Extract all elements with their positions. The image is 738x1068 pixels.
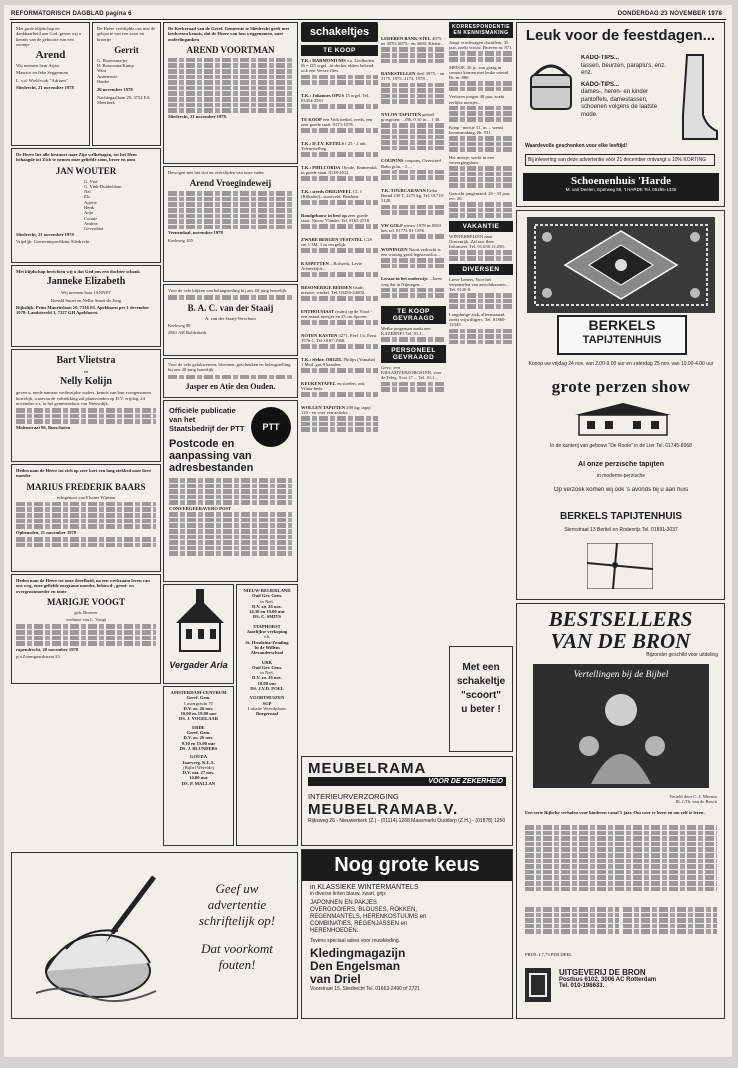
gerrit-date: 20 november 1978 <box>97 87 133 93</box>
ad-title: WONINGEN <box>381 246 408 252</box>
vroeg-text: Bewogen met het slot en overslijden van onze vader <box>168 170 264 175</box>
geef-l1: Geef uw <box>215 881 259 896</box>
ad-text: Gevr.: een KRAAMVERZORGSTER, voor de Teleg. 9 tot 17 ... Tel. 01.1... <box>381 364 442 381</box>
cat-diversen: DIVERSEN <box>449 264 513 275</box>
meubelrama-mid: INTERIEURVERZORGING <box>308 792 399 801</box>
vergaderingen-logo-box <box>163 584 234 684</box>
thanks-den-ouden <box>163 358 298 398</box>
bestsellers-title2: VAN DE BRON <box>550 629 691 653</box>
ad-text: coupons, Oversized Bahn goin, - 2 ... <box>381 158 441 169</box>
schoenenhuis-banner <box>523 173 719 201</box>
ad-title: KASPETTEN <box>301 260 329 266</box>
ad-text: Verloren jongen 48 jaar, zoekt eerlijke meisjes... <box>449 94 505 105</box>
ad-text: CL 1 (Bilknitel)...stootveld. Bradtaar. <box>301 188 363 199</box>
newspaper-page <box>4 5 732 1057</box>
ad-title: Rondgebouw in best op <box>301 212 347 218</box>
ptt-sub3: adresbestanden <box>169 462 254 474</box>
geef-advertentie-ad <box>11 852 298 1019</box>
ad-text: ...Jaren weg dat in Nijmegen... <box>381 276 442 287</box>
ad-title: T.K.: Johannes OPUS <box>301 92 345 98</box>
member: Henk <box>84 205 94 211</box>
bestsellers-title1: BESTSELLERS <box>548 607 693 631</box>
ad-text: Welke jongeman zoekt een KAZERNE? Tel. 01.1... <box>381 325 431 337</box>
member: G. Vink-Dubbeldam <box>84 183 122 189</box>
staaij-place: Kerkweg 88 <box>168 323 191 329</box>
gem-time: v.h. <box>263 634 271 640</box>
gem-org: Jaarverg. K.L.S. <box>182 759 215 765</box>
leuk-item: KADO-TIPS... <box>581 55 620 61</box>
member: G. Visé <box>84 178 98 184</box>
ad-text: 4975, - en 3070; 6975;- en 3680; Kleine... <box>381 36 446 47</box>
voortman-text: De Kerkeraad van de Geref. Gemeente te Sliedrecht geeft met leedwezen kennis, dat de Heere van hen weggenomen, onze ouderlinganken <box>168 26 290 42</box>
schakeltjes-title: schakeltjes <box>301 22 378 42</box>
staaij-names: B. A. C. van der Staaij <box>187 302 274 313</box>
berkels-name2: BERKELS TAPIJTENHUIS <box>559 511 683 522</box>
ad-text: 16rode, Emmendal, in goede staat. 0138-4012. <box>301 164 378 175</box>
gem-org: Oud Ger. Gem. <box>252 593 282 599</box>
ad-title: VW GOLF <box>381 222 403 228</box>
keus-note: Tevens speciaal adres voor rouwkleding. <box>310 938 401 944</box>
meubelrama-title: MEUBELRAMA <box>308 760 427 777</box>
berkels-note: Op verzoek komen wij ook 's avonds bij u aan huis <box>553 487 689 493</box>
gerrit-addr: Nachtegaallaan 29, 3752 EA Meerkerk <box>97 94 150 105</box>
member: Arjette <box>84 199 97 205</box>
leuk-items <box>581 55 675 119</box>
ad-text: 200 kg; tapijt 120 - en voor een antieke... <box>301 404 371 415</box>
publisher-block <box>559 968 719 989</box>
gem-times: 9.30 en 15.00 uur <box>181 740 216 746</box>
ad-title: BANKSTELLEN <box>381 71 416 77</box>
schakeltjes-column-3 <box>449 22 513 637</box>
birth-place: Sliedrecht, 21 november 1978 <box>16 85 74 91</box>
ad-text: Jonge vrachwagen chauffeur, 35 jaar, zoekt vrouw. Brieven nr. 871. <box>449 40 513 51</box>
ad-text: een Volk kerkel, reeds, een zeer goede staat. 0173-1078. <box>301 116 373 127</box>
kleding-ad <box>301 849 513 1019</box>
publisher-tel: Tel. 010-198633. <box>559 983 605 989</box>
member: Andrea <box>84 220 98 226</box>
baars-date: Opheusden, 21 november 1978 <box>16 529 77 535</box>
voogt-place: rapendrecht, 20 november 1978 <box>16 646 79 652</box>
ad-title: KEUKENTAFEL <box>301 380 336 386</box>
gem-who: Burgerzaal <box>256 711 278 717</box>
berkels-building-icon <box>575 401 671 437</box>
gem-time: D.V. zo. 26 nov. <box>183 735 214 741</box>
keus-shop2: Den Engelsman <box>310 959 401 973</box>
children-illustration-icon <box>569 684 673 784</box>
gem-title: URK <box>261 659 273 665</box>
cat-korrespondentie: KORRESPONDENTIE EN KENNISMAKING <box>449 22 513 38</box>
boot-icon <box>677 53 719 141</box>
ad-text: Nooit verkocht is een woning goed legeneuwlos... <box>381 246 441 257</box>
gerrit-family: Hanke <box>97 79 109 85</box>
meubelrama-ad <box>301 756 513 846</box>
birth-name: Arend <box>35 49 66 62</box>
leuk-waard: Waardevolle geschenken voor elke leeftijd! <box>525 143 628 149</box>
gem-addr: in Ned. <box>260 598 274 604</box>
janneke-parents: Ronald Snoei en Nellie Snoei-de Jong <box>50 297 122 303</box>
death-notice-baars <box>11 464 161 572</box>
leuk-item: dames-, heren- en kinder pantoffels, damestassen, schoenen volgens de laatste mode. <box>581 89 658 118</box>
gem-times: St. Hendrina-Zending <box>245 639 289 645</box>
baars-sub: echtgenoot van Elssine Wijman <box>56 494 116 500</box>
ptt-org: CONVERGEERAVERO POST <box>169 505 232 511</box>
berkels-sub: Kooop uw vrijdag 24 nov. van 2.00-9.00 uur en zaterdag 25 nov. van 10.00-4.00 uur <box>528 361 714 367</box>
meubelrama-sub: VOOR DE ZEKERHEID <box>308 777 506 786</box>
geef-l5: fouten! <box>218 957 256 972</box>
gem-who: DS. J. VOGELAAR <box>178 716 219 722</box>
birth-notice-arend <box>11 22 90 146</box>
birth-parents: Maurice en Jeke Seggerman <box>16 70 68 76</box>
death-addr: Vrijelijk: Gemeentepredikant Sliedrecht. <box>16 238 91 244</box>
gem-org: Geref. Gem. <box>186 695 211 701</box>
ad-text: geheel grasgroen: ...f80, 0.10 in ... f 30. <box>381 111 441 123</box>
ptt-publication <box>163 400 298 582</box>
leuk-korting: Bij inlevering van deze advertentie vóór 21 december ontvangt u 10% KORTING <box>525 154 715 166</box>
voogt-sub2: weduwe van L. Voogt <box>65 617 107 623</box>
ad-text: Langdurige ziek, alleenstaand, zoekt vrijwilligers. Tel. 01860-12345. <box>449 311 506 328</box>
death-notice-voogt <box>11 574 161 684</box>
page-header-left: REFORMATORISCH DAGBLAD pagina 6 <box>11 11 132 17</box>
gerrit-text: De Heere verblijdde ons met de geboorte van een zoon en broertje <box>97 26 156 42</box>
voogt-addr: p/a Zoomgaardstraat 33. <box>16 654 61 660</box>
map-icon <box>587 543 653 589</box>
geef-text <box>182 881 292 973</box>
book-title: Vertellingen bij de Bijbel <box>573 670 669 680</box>
publisher-addr: Postbus 6102, 3006 AC Rotterdam <box>559 977 657 983</box>
ad-text: Het meisje, werkt in een verzorgingshuis. <box>449 154 494 165</box>
gem-org: Geref. Gem. <box>186 730 211 736</box>
vergader-logo: Vergader Aria <box>169 660 228 670</box>
thanks-van-der-staaij <box>163 284 298 356</box>
ouden-text: Voor de vele gelukwensen, bloemen, geschenken en belangstelling bij ons 40-jarig huwelijk <box>168 362 291 373</box>
wedding-name2: Nelly Kolijn <box>60 376 112 388</box>
wedding-text: geven u, mede namens wederzijdse ouders, kennis van hun voorgenomen huwelijk, waarvan de voltrekking zal plaatsvinden op D.V. vrijdag, 24 november a.s. in het gemeentehuis van Nieuwdijk. <box>16 390 151 406</box>
ad-title: ZWARE BERGEN TESTSTEL <box>301 236 363 242</box>
ad-title: ENTHOUSIAST <box>301 308 335 314</box>
cat-te-koop: TE KOOP <box>301 45 378 56</box>
ad-title: TE KOOP <box>301 116 322 122</box>
death-place: Sliedrecht, 21 november 1978 <box>16 231 74 237</box>
janneke-name: Janneke Elizabeth <box>46 276 126 288</box>
ad-title: Leraar in het onderwijs <box>381 276 428 282</box>
vroeg-name: Arend Vroegindeweij <box>189 178 272 189</box>
berkels-title2: TAPIJTENHUIS <box>582 334 662 346</box>
wedding-name1: Bart Vlietstra <box>56 355 116 366</box>
gem-time: D.V. ma. 27 nov. <box>182 770 215 776</box>
gem-time: D.V. zo. 26 nov. <box>252 675 282 681</box>
keus-shop3: van Driel <box>310 972 361 986</box>
leuk-feestdagen-ad <box>516 22 725 207</box>
ad-text: WINTERREIZEN naar Oostenrijk. Zal ons fleer. Informeer. Tel. 01.650 11.030. <box>449 233 505 250</box>
berkels-logo-box <box>557 315 687 355</box>
ad-text: Knap - meisje 31, in ... wenst kennismaking. Br. 931. <box>449 124 503 135</box>
promo-l1: Met een <box>462 662 500 673</box>
ad-text: f 25 - 2 inh. Teleurstelling. <box>301 140 367 151</box>
handbag-icon <box>527 53 575 113</box>
ptt-sub2: aanpassing van <box>169 450 252 462</box>
ad-title: T.K.: HARMONIUMS <box>301 58 346 63</box>
birth-note: Wij noemen hem Arjan. <box>16 63 60 69</box>
death-text: De Heere liet alle bestuurt naar Zijn welbehagen, tot het Hem behaagde tot Zich te nemen onze geliefde zoon, broer en oom <box>16 152 137 163</box>
wedding-and: en <box>83 369 89 374</box>
berkels-big: grote perzen show <box>551 377 691 396</box>
death-name: JAN WOUTER <box>55 165 117 176</box>
hand-writing-icon <box>26 863 174 1013</box>
birth-text: Met grote blijdschap en dankbaarheid aan God, geven wij u kennis van de geboorte van een zoontje <box>16 26 82 47</box>
ad-text: Gezocht jongemand, 26 - 33 jaar, evt. 26. <box>449 190 511 201</box>
gem-times: 10.00 uur <box>257 680 277 686</box>
ad-text: 15 orgel. Tel. 03454-2561 <box>301 92 370 103</box>
ad-text: Eriba Bernd 230 T, 2275 kg, Tel. 01710-5128. <box>381 187 445 204</box>
geef-l3: schriftelijk op! <box>198 913 276 928</box>
wedding-notice <box>11 349 161 462</box>
janneke-text: Met blijdschap berichten wij u dat God ons een dochter schonk <box>16 269 140 274</box>
leuk-shop: Schoenenhuis 'Harde <box>571 175 671 187</box>
book-list-right <box>623 906 717 935</box>
gem-who: DS. J.V.D. POEL <box>250 686 284 692</box>
geef-l4: Dat voorkomt <box>201 941 273 956</box>
ad-title: NOTEN KASTEN <box>301 332 338 338</box>
voogt-sub: geb. Bouwer <box>74 609 98 615</box>
keus-item: REGENMANTELS, HERENKOSTUUMS en <box>310 914 427 920</box>
header-rule <box>10 19 726 20</box>
ouden-names: Jasper en Atie den Ouden. <box>185 382 276 392</box>
book-desc <box>525 824 717 892</box>
gerrit-family: Annemarie <box>97 73 118 79</box>
promo-l2: schakeltje <box>456 676 506 687</box>
janneke-note: Wij noemen haar JANNET <box>61 290 111 296</box>
ad-text: Oude, nieuwe, winkel. Tel. 03450-24000. <box>301 284 366 295</box>
baars-name: MARIUS FREDERIK BAARS <box>26 481 146 492</box>
berkels-tapijtenhuis-ad <box>516 210 725 600</box>
geef-l2: advertentie <box>207 897 267 912</box>
staaij-zip: 2861 AH Bolderkerk <box>168 330 207 336</box>
ad-title: T.K.: D.T.V. KETELS <box>301 140 345 146</box>
book-cover <box>533 664 709 788</box>
promo-l3: "scoort" <box>460 690 502 701</box>
gem-addr: in Ned. <box>260 670 274 676</box>
gerrit-family: G. Boomsma/jer <box>97 57 128 63</box>
voogt-text: Heden nam de Heere tot onze droefheid, na een werkzaam leven van ons weg, onze geliefde zorgzame moeder, behuwd-, groot- en overgrootmoeder en tante <box>16 578 150 594</box>
ad-title: LEDEREN BANK-STEL <box>381 36 431 41</box>
ad-text: 3271, Feel 1 h. Eerst 1976-1. Tel. 0167-1968. <box>301 332 377 343</box>
promo-l4: u beter ! <box>461 704 501 715</box>
vroeg-addr: Kerkweg 105 <box>168 237 193 243</box>
ad-title: RESONERIGE BEDDEN <box>301 284 352 290</box>
te-koop-ads <box>301 58 378 437</box>
gem-org: SGP <box>262 700 272 706</box>
keus-title: Nog grote keus <box>302 850 512 881</box>
berkels-title1: BERKELS <box>588 317 656 333</box>
ad-text: en stoelen, ook Vilma-beds. <box>301 380 365 391</box>
leuk-addr: M. van Deelen, Eperweg 59, 't HARDE Tel. 05255-1335 <box>565 187 677 192</box>
gem-title: AMSTERDAM-CENTRUM <box>170 690 227 695</box>
ad-title: T.K.: elektr. ORGEL <box>301 356 343 362</box>
ad-text: Lieve Leners, Voor het verzamelen van ansichtkaarten... Tel. 0120-8. <box>449 276 510 292</box>
schakeltjes-column <box>301 22 378 852</box>
ad-title: WOLLEN TAPIJTEN <box>301 404 346 410</box>
gerrit-family: H. Boomsma/Kamp <box>97 63 134 69</box>
gem-org: Jaarlijkse verkoping <box>246 629 288 635</box>
schakeltje-promo <box>449 646 513 752</box>
gerrit-name: Gerrit <box>114 44 139 55</box>
ad-text: v.a. Liedboden f6 = f25 orgel...in decker elders bekend, ook een Verses-flies. <box>301 58 375 74</box>
berkels-addr2: Sternstraat 13 Berkel en Rodenrijs Tel. 01891-3037 <box>564 527 678 533</box>
bestsellers-sub: Bijzonder geschikt voor uitdeling <box>646 652 718 658</box>
ptt-title3: Staatsbedrijf der PTT <box>169 424 245 433</box>
gem-who: DS. J. BLUNDERS <box>179 745 218 751</box>
vroeg-place: Veenendaal, november 1978 <box>168 230 223 236</box>
gem-times: 14.30 en 19.00 uur <box>249 609 285 615</box>
ad-title: T.K.: PHILCORDA <box>301 164 341 170</box>
gerrit-family: Wim <box>97 68 107 74</box>
gemeente-left-list <box>163 686 234 846</box>
meubelrama-title2: MEUBELRAMAB.V. <box>308 801 459 818</box>
ptt-title1: Officiële publicatie <box>169 406 236 415</box>
leuk-item: tassen, beurzen, paraplu's, enz. enz. <box>581 62 666 76</box>
death-members <box>16 179 156 232</box>
ad-title: T.K.: steeds ORIGINEEL <box>301 188 352 194</box>
ptt-sub1: Postcode en <box>169 438 235 450</box>
te-koop-ads-2 <box>381 36 446 303</box>
keus-sub: in KLASSIEKE WINTERMANTELS <box>310 884 419 891</box>
member: Nel <box>84 189 91 195</box>
gem-time: D.V. zo. 26 nov. <box>183 705 214 711</box>
death-notice-jan-wouter <box>11 148 161 263</box>
book-author: Verteld door C. J. Meeuse <box>669 794 717 799</box>
gem-title: ERDE <box>192 724 205 730</box>
cat-personeel-gevraagd: PERSONEEL GEVRAAGD <box>381 345 446 363</box>
gem-times: 14.00 uur <box>189 775 208 781</box>
berkels-loc: In de kanterij van gebouw "De Rooie" in de Lier Tel. 01745-8068 <box>550 443 692 449</box>
book-intro: Een serie Bijbelse verhalen voor kinderen vanaf 5 jaar. Om voor te lezen en om zelf te lezen. <box>525 810 705 815</box>
gem-who: In de Willem Alexanderschool <box>250 644 284 656</box>
voortman-place: Sliedrecht, 21 november 1978. <box>168 113 227 119</box>
gem-sub: (Bijbel Wereldo) <box>183 764 214 770</box>
publisher-logo <box>525 968 551 1002</box>
member: Geverdina <box>84 226 104 232</box>
keus-item: OVERGOOIERS, BLOUSES, ROKKEN, <box>310 907 418 913</box>
schakeltjes-column-2 <box>381 22 446 852</box>
ad-title: NYLON TAPIJTEN <box>381 111 422 117</box>
keus-item: JAPONNEN EN PAKJES <box>310 900 377 906</box>
ad-text: nieuw 1978 in 8500 km, tel. 01774 03-1356. <box>381 222 441 233</box>
staaij-text: Voor de vele blijken van belangstelling bij ons 40-jarig huwelijk <box>168 288 287 293</box>
ad-title: COUPONS <box>381 158 404 164</box>
keus-shop1: Kledingmagazijn <box>310 946 406 960</box>
ad-text: MEISJE, 26 jr., zou graag in contact komen met leuke vriend. Br. nr. 880. <box>449 64 510 80</box>
gem-who: DS. C. SMITS <box>252 614 282 620</box>
baars-text: Heden nam de Heere tot zich op zeer kort een lang ziekbed onze lieve moeder <box>16 468 152 479</box>
keus-item: HERENHOEDEN. <box>310 928 359 934</box>
cat-vakantie: VAKANTIE <box>449 221 513 232</box>
gemeente-right-list <box>236 584 298 846</box>
staaij-sub: A. van der Staaij-Verschoor <box>204 315 257 321</box>
gem-title: STAPHORST <box>253 623 281 629</box>
wedding-place: Molenstraat 86, Busschoten <box>16 424 71 430</box>
keus-sub2: in diverse tinten blauw, zwart, grijs <box>310 891 386 897</box>
death-notice-voortman <box>163 22 298 164</box>
keus-item: COMBINATIES, REGENJASSEN en <box>310 921 408 927</box>
ad-text: zeer goede staat. Nieuw Vlinder. Tel. 0165-2518. <box>301 212 371 223</box>
book-author-block <box>525 794 717 805</box>
thanks-vroegindeweij <box>163 166 298 282</box>
book-illustrator: Ill. J.Th. van de Bosch <box>675 799 717 805</box>
leuk-item: KADO-TIPS... <box>581 81 620 88</box>
birth-family: L. v.d. Wielt/vork "Adrium" <box>16 77 68 83</box>
carpet-pattern-icon <box>527 217 715 313</box>
book-price: PRIJS: f 7,75 PER DEEL <box>525 952 573 957</box>
ad-text: (ruim) op de Viool - een aantal meisjes en 25 cm Sporen. <box>301 308 373 319</box>
gem-title: NIEUW-BEIJERLAND <box>243 588 291 593</box>
page-header-right: DONDERDAG 23 NOVEMBER 1978 <box>617 11 722 17</box>
gem-time: D.V. zo. 26 nov. <box>252 603 282 609</box>
ptt-logo: PTT <box>251 407 291 447</box>
gem-title: GOUDA <box>189 754 208 760</box>
berkels-aanbod: Al onze perzische tapijten <box>578 461 664 468</box>
gem-times: Lokatie Woerdplaats <box>248 705 286 711</box>
berkels-eng: in moderne-perzische <box>596 473 646 479</box>
gem-title: VOORTHUIZEN <box>249 695 285 701</box>
cat-te-koop-gevraagd: TE KOOP GEVRAAGD <box>381 306 446 324</box>
birth-notice-gerrit <box>92 22 161 146</box>
bestsellers-ad <box>516 603 725 1019</box>
publisher-name: UITGEVERIJ DE BRON <box>559 968 646 977</box>
ad-text: Seel 3975, - en 2175, 1975, 2173, 1978... <box>381 71 445 82</box>
ad-title: T.K. TOURCARAVAN <box>381 187 426 193</box>
member: Anja <box>84 210 93 216</box>
voortman-name: AREND VOORTMAN <box>186 44 275 55</box>
building-icon <box>166 587 232 655</box>
meubelrama-addr: Rijksweg 26 - Nieuwerkerk (Z.) - (01114) 1268 Maasmarkt Ouddorp (Z.H.) - (01878) 1250 <box>308 818 506 824</box>
leuk-title: Leuk voor de feestdagen... <box>525 27 716 44</box>
gem-times: 10.00 en 19.00 uur <box>180 711 217 717</box>
janneke-addr: Rijkslijk: Prins Mauritslaan 10, 7316 EL Apeldoorn per 1 december 1978: Landsteveld 3, 7327 GH Apeldoorn. <box>16 304 150 316</box>
book-list-left <box>525 906 619 935</box>
ad-text: C2S cm 1.3M, 1 m cm gelijk. <box>301 236 373 247</box>
member: Els <box>84 194 90 200</box>
keus-addr: Voorstraat 15, Sliedrecht Tel. 01663-2490 of 2721 <box>310 986 420 992</box>
gem-who: DS. P. MALLAN <box>181 780 216 786</box>
ptt-title2: van het <box>169 415 196 424</box>
gem-org: Oud Ger. Gem. <box>252 664 282 670</box>
voogt-name: MARIGJE VOOGT <box>47 596 125 607</box>
ad-text: Philips (Yamaha) 1 Mod. gas 9 kanalen. <box>301 356 376 367</box>
gem-addr: Lostergracht 70 <box>184 700 213 706</box>
birth-notice-janneke <box>11 265 161 347</box>
member: Connie <box>84 215 98 221</box>
ad-text: ...Bolwerk, Lavie Achterkijck... <box>301 260 363 271</box>
